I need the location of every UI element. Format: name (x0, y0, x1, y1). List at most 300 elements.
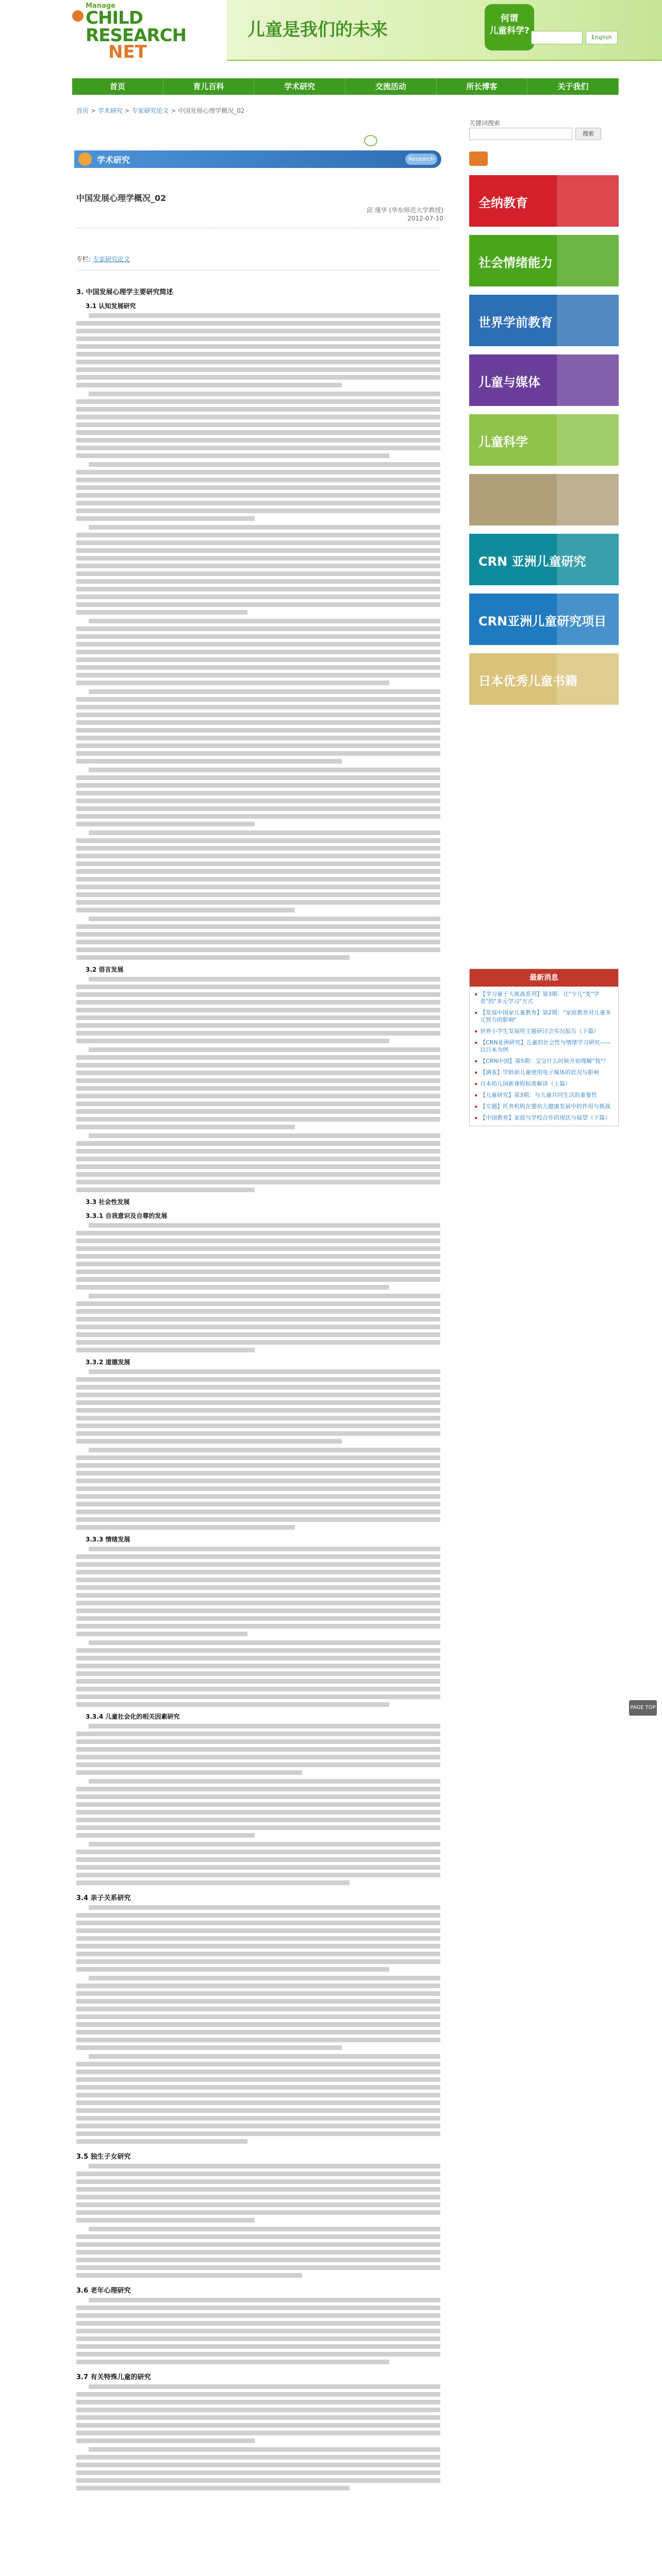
text-line (76, 1408, 440, 1413)
text-line (76, 2408, 440, 2412)
text-line (76, 947, 440, 952)
news-link[interactable]: 【儿童研究】第3期：与儿童共同生活的重要性 (475, 1092, 613, 1099)
logo-line-2: CHILD (86, 8, 143, 28)
text-line (76, 2321, 440, 2326)
children-science-badge[interactable] (485, 4, 534, 50)
text-line (76, 2085, 440, 2090)
banner-label: CRN亚洲儿童研究项目 (478, 614, 607, 629)
text-line (76, 1517, 440, 1522)
text-line (76, 861, 440, 866)
text-line (89, 1547, 440, 1551)
sidebar-banner[interactable] (469, 414, 619, 466)
text-line (76, 1109, 440, 1114)
text-line (76, 2172, 440, 2176)
news-link[interactable]: 【学习童子大挑战系列】第3期：让"少儿"变"学者"的"多元学习"方式 (475, 991, 613, 1005)
article-meta (367, 206, 443, 223)
text-line (76, 1157, 440, 1161)
sidebar-search-input[interactable] (469, 128, 572, 140)
text-line (89, 2298, 440, 2302)
banner-image (557, 534, 619, 585)
text-line (76, 336, 440, 341)
text-line (89, 1976, 440, 1980)
paragraph (76, 462, 440, 521)
paragraph (76, 2298, 440, 2364)
banner-image (557, 653, 619, 705)
text-line (76, 2210, 440, 2215)
text-line (76, 2195, 440, 2199)
text-line (76, 1810, 440, 1815)
text-line (76, 2329, 440, 2333)
paragraph (76, 1223, 440, 1290)
text-line (76, 665, 440, 670)
text-line (76, 1585, 440, 1590)
text-line (76, 1285, 389, 1290)
text-line (76, 1825, 440, 1830)
research-icon (78, 152, 92, 166)
text-line (76, 579, 440, 584)
text-line (76, 1944, 440, 1948)
text-line (76, 940, 440, 944)
text-line (76, 1416, 440, 1420)
text-line (76, 1739, 440, 1744)
text-line (76, 533, 440, 537)
banner-label: 儿童科学 (478, 435, 528, 449)
text-line (76, 924, 440, 929)
text-line (76, 885, 440, 889)
news-link[interactable]: 【CRN中国】第5期：宝宝什么时候开始理解"我"？ (475, 1058, 613, 1065)
text-line (76, 1794, 440, 1799)
text-line (76, 1023, 440, 1028)
text-line (76, 877, 440, 882)
section-heading: 3.3.1 自我意识及自尊的发展 (86, 1212, 168, 1219)
text-line (76, 610, 247, 615)
text-line (76, 1039, 389, 1043)
article-author: 邱 瑾华 (华东师范大学教授) (367, 207, 443, 214)
text-line (76, 1873, 440, 1877)
text-line (89, 1133, 440, 1138)
header-search-input[interactable] (531, 31, 583, 44)
text-line (76, 2431, 440, 2435)
section-heading: 3.3.3 情绪发展 (86, 1536, 130, 1543)
paragraph (76, 2164, 440, 2223)
nav-item-about[interactable]: 关于我们 (527, 78, 619, 95)
sidebar-banner[interactable] (469, 653, 619, 705)
text-line (76, 673, 440, 677)
sidebar-banner[interactable] (469, 534, 619, 585)
text-line (76, 1439, 342, 1444)
text-line (76, 2070, 440, 2074)
article-keywords (76, 255, 130, 263)
text-line (76, 908, 295, 912)
banner-image (557, 175, 619, 227)
text-line (76, 2100, 440, 2105)
text-line (76, 1913, 440, 1918)
text-line (76, 352, 440, 357)
banner-label: 社会情绪能力 (478, 256, 553, 270)
text-line (76, 2218, 255, 2223)
text-line (76, 1928, 440, 1933)
text-line (76, 470, 440, 474)
text-line (76, 399, 440, 404)
text-line (76, 892, 440, 897)
text-line (89, 1842, 440, 1846)
text-line (76, 1431, 440, 1436)
text-line (76, 360, 440, 364)
text-line (76, 1231, 440, 1235)
paragraph (76, 1640, 440, 1707)
text-line (76, 1455, 440, 1460)
text-line (76, 1000, 440, 1005)
text-line (89, 462, 440, 467)
text-line (76, 759, 342, 764)
text-line (76, 846, 440, 851)
text-line (76, 985, 440, 989)
text-line (76, 736, 440, 740)
banner-image (557, 295, 619, 346)
text-line (76, 2486, 350, 2490)
text-line (76, 571, 440, 576)
text-line (89, 2384, 440, 2389)
section-heading: 3.6 老年心理研究 (76, 2287, 131, 2295)
text-line (76, 1008, 440, 1012)
text-line (76, 2455, 440, 2460)
text-line (76, 1984, 440, 1988)
text-line (76, 1510, 440, 1514)
text-line (76, 2258, 440, 2262)
nav-item-parenting[interactable]: 育儿百科 (163, 78, 255, 95)
section-title: 学术研究 (97, 155, 130, 165)
text-line (76, 626, 440, 631)
text-line (89, 1640, 440, 1645)
text-line (76, 1117, 440, 1122)
text-line (76, 1525, 295, 1530)
text-line (76, 516, 255, 521)
keyword-link[interactable]: 专家研究论文 (92, 256, 130, 263)
text-line (76, 407, 440, 412)
text-line (89, 392, 440, 396)
text-line (76, 1254, 440, 1259)
text-line (76, 1857, 440, 1862)
text-line (76, 1125, 295, 1129)
search-label: 关键词搜索 (469, 120, 501, 127)
text-line (76, 1149, 440, 1154)
banner-image (557, 594, 619, 645)
section-heading: 3.3.4 儿童社会化的相关因素研究 (86, 1713, 180, 1720)
text-line (76, 814, 440, 819)
text-line (76, 932, 440, 937)
banner-image (557, 354, 619, 406)
text-line (76, 2038, 440, 2042)
text-line (76, 775, 440, 780)
text-line (89, 2227, 440, 2231)
paragraph (76, 831, 440, 912)
text-line (76, 1164, 440, 1169)
text-line (76, 1301, 440, 1306)
section-heading: 3.7 有关特殊儿童的研究 (76, 2374, 151, 2381)
paragraph (76, 313, 440, 387)
text-line (76, 728, 440, 733)
section-heading: 3.5 独生子女研究 (76, 2153, 131, 2161)
text-line (76, 743, 440, 748)
text-line (76, 854, 440, 858)
sidebar-banner[interactable] (469, 175, 619, 227)
text-line (76, 430, 440, 435)
news-link[interactable]: 【中国教育】家庭与学校合作的现状与展望（下篇） (475, 1114, 613, 1122)
text-line (89, 1779, 440, 1784)
text-line (76, 548, 440, 553)
text-line (89, 313, 440, 318)
sidebar-banner[interactable] (469, 474, 619, 526)
text-line (76, 1802, 440, 1807)
text-line (76, 1486, 440, 1491)
paragraph (76, 768, 440, 826)
paragraph (76, 1905, 440, 1972)
text-line (76, 501, 440, 505)
rss-icon[interactable] (469, 151, 488, 166)
text-line (76, 1570, 440, 1574)
text-line (76, 2250, 440, 2255)
paragraph (76, 1448, 440, 1530)
text-line (76, 1385, 440, 1389)
text-line (76, 1317, 440, 1321)
text-line (76, 799, 440, 803)
text-line (76, 1188, 255, 1192)
nav-item-blog[interactable]: 所长博客 (437, 78, 528, 95)
research-button[interactable]: Research (405, 154, 437, 165)
text-line (76, 509, 440, 513)
paragraph (76, 1294, 440, 1352)
banner-image (557, 235, 619, 286)
nav-item-research[interactable]: 学术研究 (254, 78, 345, 95)
text-line (76, 422, 440, 427)
text-line (76, 1770, 302, 1775)
text-line (76, 375, 440, 380)
text-line (89, 1047, 440, 1052)
text-line (76, 1502, 440, 1506)
text-line (76, 329, 440, 333)
news-link[interactable]: 【调查】学龄前儿童使用电子媒体的状况与影响 (475, 1069, 613, 1076)
text-line (76, 2179, 440, 2184)
text-line (76, 838, 440, 843)
paragraph (76, 689, 440, 764)
text-line (76, 900, 440, 905)
sidebar-banner[interactable] (469, 354, 619, 406)
text-line (76, 1479, 440, 1483)
text-line (76, 1086, 440, 1091)
breadcrumb-research[interactable]: 学术研究 (97, 107, 123, 114)
text-line (89, 831, 440, 835)
text-line (76, 1671, 440, 1676)
text-line (76, 2400, 440, 2404)
news-link[interactable]: 世界小学生发展所主题研讨会实况报告（下篇） (475, 1028, 613, 1035)
breadcrumb-papers[interactable]: 专家研究论文 (131, 107, 169, 114)
section-title-bar (74, 150, 441, 168)
text-line (76, 1332, 440, 1337)
text-line (76, 1377, 440, 1382)
text-line (76, 2478, 440, 2483)
paragraph (76, 977, 440, 1043)
text-line (76, 1656, 440, 1660)
news-link[interactable]: 日本幼儿园新课程标准解读（上篇） (475, 1080, 613, 1088)
text-line (76, 1624, 440, 1629)
text-line (76, 1348, 255, 1352)
text-line (76, 493, 440, 498)
back-to-top-button[interactable]: PAGE TOP (629, 1700, 657, 1716)
text-line (76, 1679, 440, 1684)
paragraph (76, 1779, 440, 1838)
text-line (76, 453, 389, 458)
text-line (76, 2273, 302, 2278)
breadcrumb-home[interactable]: 首页 (76, 107, 89, 114)
language-switch[interactable]: English (586, 31, 618, 44)
section-divider-icon (364, 135, 377, 146)
text-line (89, 2054, 440, 2059)
text-line (76, 321, 440, 326)
text-line (76, 1818, 440, 1822)
text-line (76, 1101, 440, 1106)
main-nav (72, 78, 619, 95)
text-line (76, 1850, 440, 1854)
text-line (76, 1055, 440, 1060)
text-line (76, 2313, 440, 2318)
text-line (76, 2077, 440, 2082)
paragraph (76, 2054, 440, 2144)
text-line (76, 1078, 440, 1083)
text-line (76, 2360, 389, 2364)
banner-image (557, 474, 619, 526)
text-line (76, 1071, 440, 1075)
text-line (76, 2007, 440, 2011)
text-line (76, 2187, 440, 2192)
text-line (76, 1325, 440, 1329)
sidebar-banner[interactable] (469, 235, 619, 286)
text-line (76, 955, 350, 960)
text-line (76, 1172, 440, 1177)
text-line (76, 1694, 440, 1699)
section-heading: 3.1 认知发展研究 (86, 302, 136, 310)
text-line (89, 619, 440, 623)
site-logo[interactable] (72, 0, 187, 62)
nav-item-home[interactable]: 首页 (72, 78, 163, 95)
text-line (76, 2306, 440, 2310)
text-line (76, 1967, 389, 1972)
text-line (76, 1936, 440, 1941)
text-line (76, 1494, 440, 1499)
text-line (76, 344, 440, 349)
text-line (76, 1063, 440, 1067)
header-slogan: 儿童是我们的未来 (247, 20, 388, 40)
section-heading: 3.3.2 道德发展 (86, 1359, 130, 1366)
sidebar-banner[interactable] (469, 295, 619, 346)
text-line (76, 367, 440, 372)
text-line (76, 1687, 440, 1691)
text-line (76, 642, 440, 647)
text-line (76, 587, 440, 591)
paragraph (76, 1976, 440, 2050)
text-line (76, 720, 440, 725)
text-line (76, 1340, 440, 1345)
text-line (89, 1724, 440, 1728)
logo-line-4: NET (108, 42, 147, 62)
text-line (76, 2265, 440, 2270)
text-line (76, 1747, 440, 1752)
text-line (76, 1632, 247, 1636)
text-line (76, 2030, 440, 2035)
text-line (76, 697, 440, 702)
text-line (76, 1471, 440, 1476)
paragraph (76, 1047, 440, 1129)
text-line (76, 634, 440, 639)
text-line (76, 681, 389, 685)
section-heading: 3.4 亲子关系研究 (76, 1894, 131, 1902)
sidebar-search-button[interactable]: 搜索 (575, 128, 601, 140)
text-line (76, 1393, 440, 1397)
text-line (76, 2392, 440, 2397)
text-line (76, 446, 440, 450)
text-line (76, 1578, 440, 1582)
paragraph (76, 917, 440, 960)
badge-line-2: 儿童科学? (489, 26, 529, 36)
text-line (76, 1239, 440, 1243)
text-line (76, 2124, 440, 2128)
news-link[interactable]: 【专题】托育机构在婴幼儿健康发展中的作用与挑战 (475, 1103, 613, 1110)
text-line (76, 1094, 440, 1098)
text-line (89, 768, 440, 772)
keywords-label: 专栏: (76, 256, 91, 263)
paragraph (76, 1369, 440, 1444)
text-line (76, 1277, 440, 1282)
text-line (76, 1246, 440, 1251)
text-line (76, 540, 440, 545)
text-line (89, 689, 440, 694)
text-line (76, 1616, 440, 1621)
text-line (76, 806, 440, 811)
news-link[interactable]: 【发展中国家儿童教育】第2期："家庭教育对儿童多元智力的影响" (475, 1009, 613, 1024)
banner-label: 儿童与媒体 (478, 375, 540, 389)
text-line (76, 415, 440, 419)
news-link[interactable]: 【CRN亚洲研究】儿童的社会性与情绪学习研究——以日本为例 (475, 1039, 613, 1054)
text-line (76, 1400, 440, 1405)
article-title: 中国发展心理学概况_02 (76, 193, 167, 203)
sidebar-banner[interactable] (469, 594, 619, 645)
text-line (76, 1762, 440, 1767)
breadcrumb-current: 中国发展心理学概况_02 (178, 107, 245, 114)
text-line (76, 2093, 440, 2097)
text-line (76, 1141, 440, 1146)
text-line (76, 657, 440, 662)
text-line (89, 2164, 440, 2168)
text-line (89, 977, 440, 981)
text-line (89, 1905, 440, 1910)
article-date: 2012-07-10 (407, 215, 443, 222)
text-line (76, 1423, 440, 1428)
text-line (76, 791, 440, 795)
text-line (76, 595, 440, 599)
nav-item-events[interactable]: 交流活动 (345, 78, 437, 95)
paragraph (76, 619, 440, 685)
breadcrumb: 首页 > 学术研究 > 专家研究论文 > 中国发展心理学概况_02 (76, 107, 245, 114)
text-line (76, 1015, 440, 1020)
text-line (76, 1031, 440, 1036)
text-line (76, 2336, 440, 2341)
text-line (76, 1755, 440, 1759)
text-line (76, 556, 440, 561)
text-line (76, 1180, 440, 1184)
text-line (89, 2447, 440, 2452)
text-line (76, 485, 440, 490)
text-line (76, 1787, 440, 1791)
text-line (76, 2014, 440, 2019)
